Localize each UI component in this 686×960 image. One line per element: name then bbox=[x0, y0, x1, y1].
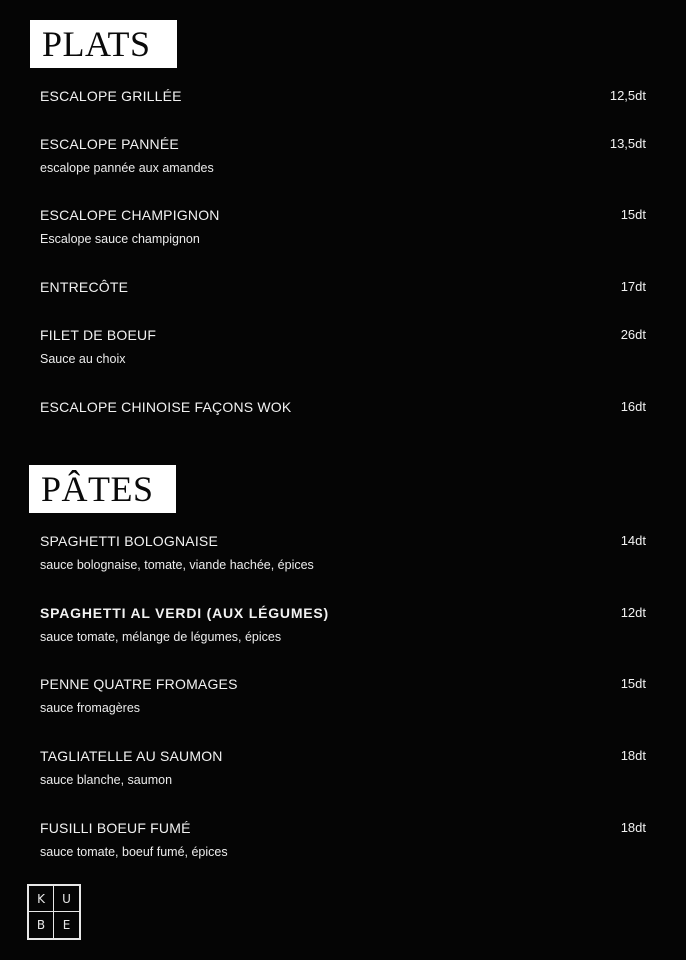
item-name: ESCALOPE GRILLÉE bbox=[40, 88, 182, 104]
menu-item-escalope-grillee bbox=[40, 87, 650, 105]
menu-item-penne-quatre-fromages bbox=[40, 675, 650, 716]
logo-letter: B bbox=[29, 912, 54, 938]
item-name: ENTRECÔTE bbox=[40, 279, 129, 295]
item-name: FUSILLI BOEUF FUMÉ bbox=[40, 820, 191, 836]
item-description: sauce blanche, saumon bbox=[40, 773, 173, 787]
item-description: sauce fromagères bbox=[40, 701, 141, 715]
item-price: 26dt bbox=[620, 327, 646, 342]
item-name: ESCALOPE CHINOISE FAÇONS WOK bbox=[40, 399, 292, 415]
menu-item-escalope-pannee bbox=[40, 135, 650, 176]
menu-item-escalope-chinoise bbox=[40, 398, 650, 416]
menu-item-tagliatelle-au-saumon bbox=[40, 747, 650, 788]
item-price: 14dt bbox=[620, 533, 646, 548]
item-name: SPAGHETTI BOLOGNAISE bbox=[40, 533, 219, 549]
section-title-pates: PÂTES bbox=[29, 465, 176, 513]
item-description: sauce tomate, mélange de légumes, épices bbox=[40, 630, 282, 644]
item-name: ESCALOPE PANNÉE bbox=[40, 136, 179, 152]
item-price: 17dt bbox=[620, 279, 646, 294]
item-price: 16dt bbox=[620, 399, 646, 414]
menu-item-escalope-champignon bbox=[40, 206, 650, 247]
item-price: 12dt bbox=[620, 605, 646, 620]
item-price: 13,5dt bbox=[609, 136, 646, 151]
item-name: FILET DE BOEUF bbox=[40, 327, 157, 343]
kube-logo bbox=[27, 884, 81, 940]
item-description: escalope pannée aux amandes bbox=[40, 161, 214, 175]
item-name: ESCALOPE CHAMPIGNON bbox=[40, 207, 220, 223]
item-name: TAGLIATELLE AU SAUMON bbox=[40, 748, 223, 764]
item-price: 15dt bbox=[620, 676, 646, 691]
item-price: 18dt bbox=[620, 748, 646, 763]
logo-letter: K bbox=[29, 886, 54, 912]
menu-item-filet-de-boeuf bbox=[40, 326, 650, 367]
item-price: 15dt bbox=[620, 207, 646, 222]
item-price: 18dt bbox=[620, 820, 646, 835]
section-title-plats: PLATS bbox=[30, 20, 177, 68]
item-name: PENNE QUATRE FROMAGES bbox=[40, 676, 238, 692]
menu-item-spaghetti-al-verdi bbox=[40, 604, 650, 645]
item-description: Sauce au choix bbox=[40, 352, 126, 366]
logo-letter: E bbox=[62, 918, 71, 932]
menu-item-fusilli-boeuf-fume bbox=[40, 819, 650, 860]
menu-item-entrecote bbox=[40, 278, 650, 296]
item-name: SPAGHETTI AL VERDI (AUX LÉGUMES) bbox=[40, 605, 330, 621]
item-description: sauce bolognaise, tomate, viande hachée, épices bbox=[40, 558, 314, 572]
item-description: Escalope sauce champignon bbox=[40, 232, 200, 246]
item-description: sauce tomate, boeuf fumé, épices bbox=[40, 845, 228, 859]
item-price: 12,5dt bbox=[609, 88, 646, 103]
menu-item-spaghetti-bolognaise bbox=[40, 532, 650, 573]
logo-letter: U bbox=[54, 886, 79, 912]
